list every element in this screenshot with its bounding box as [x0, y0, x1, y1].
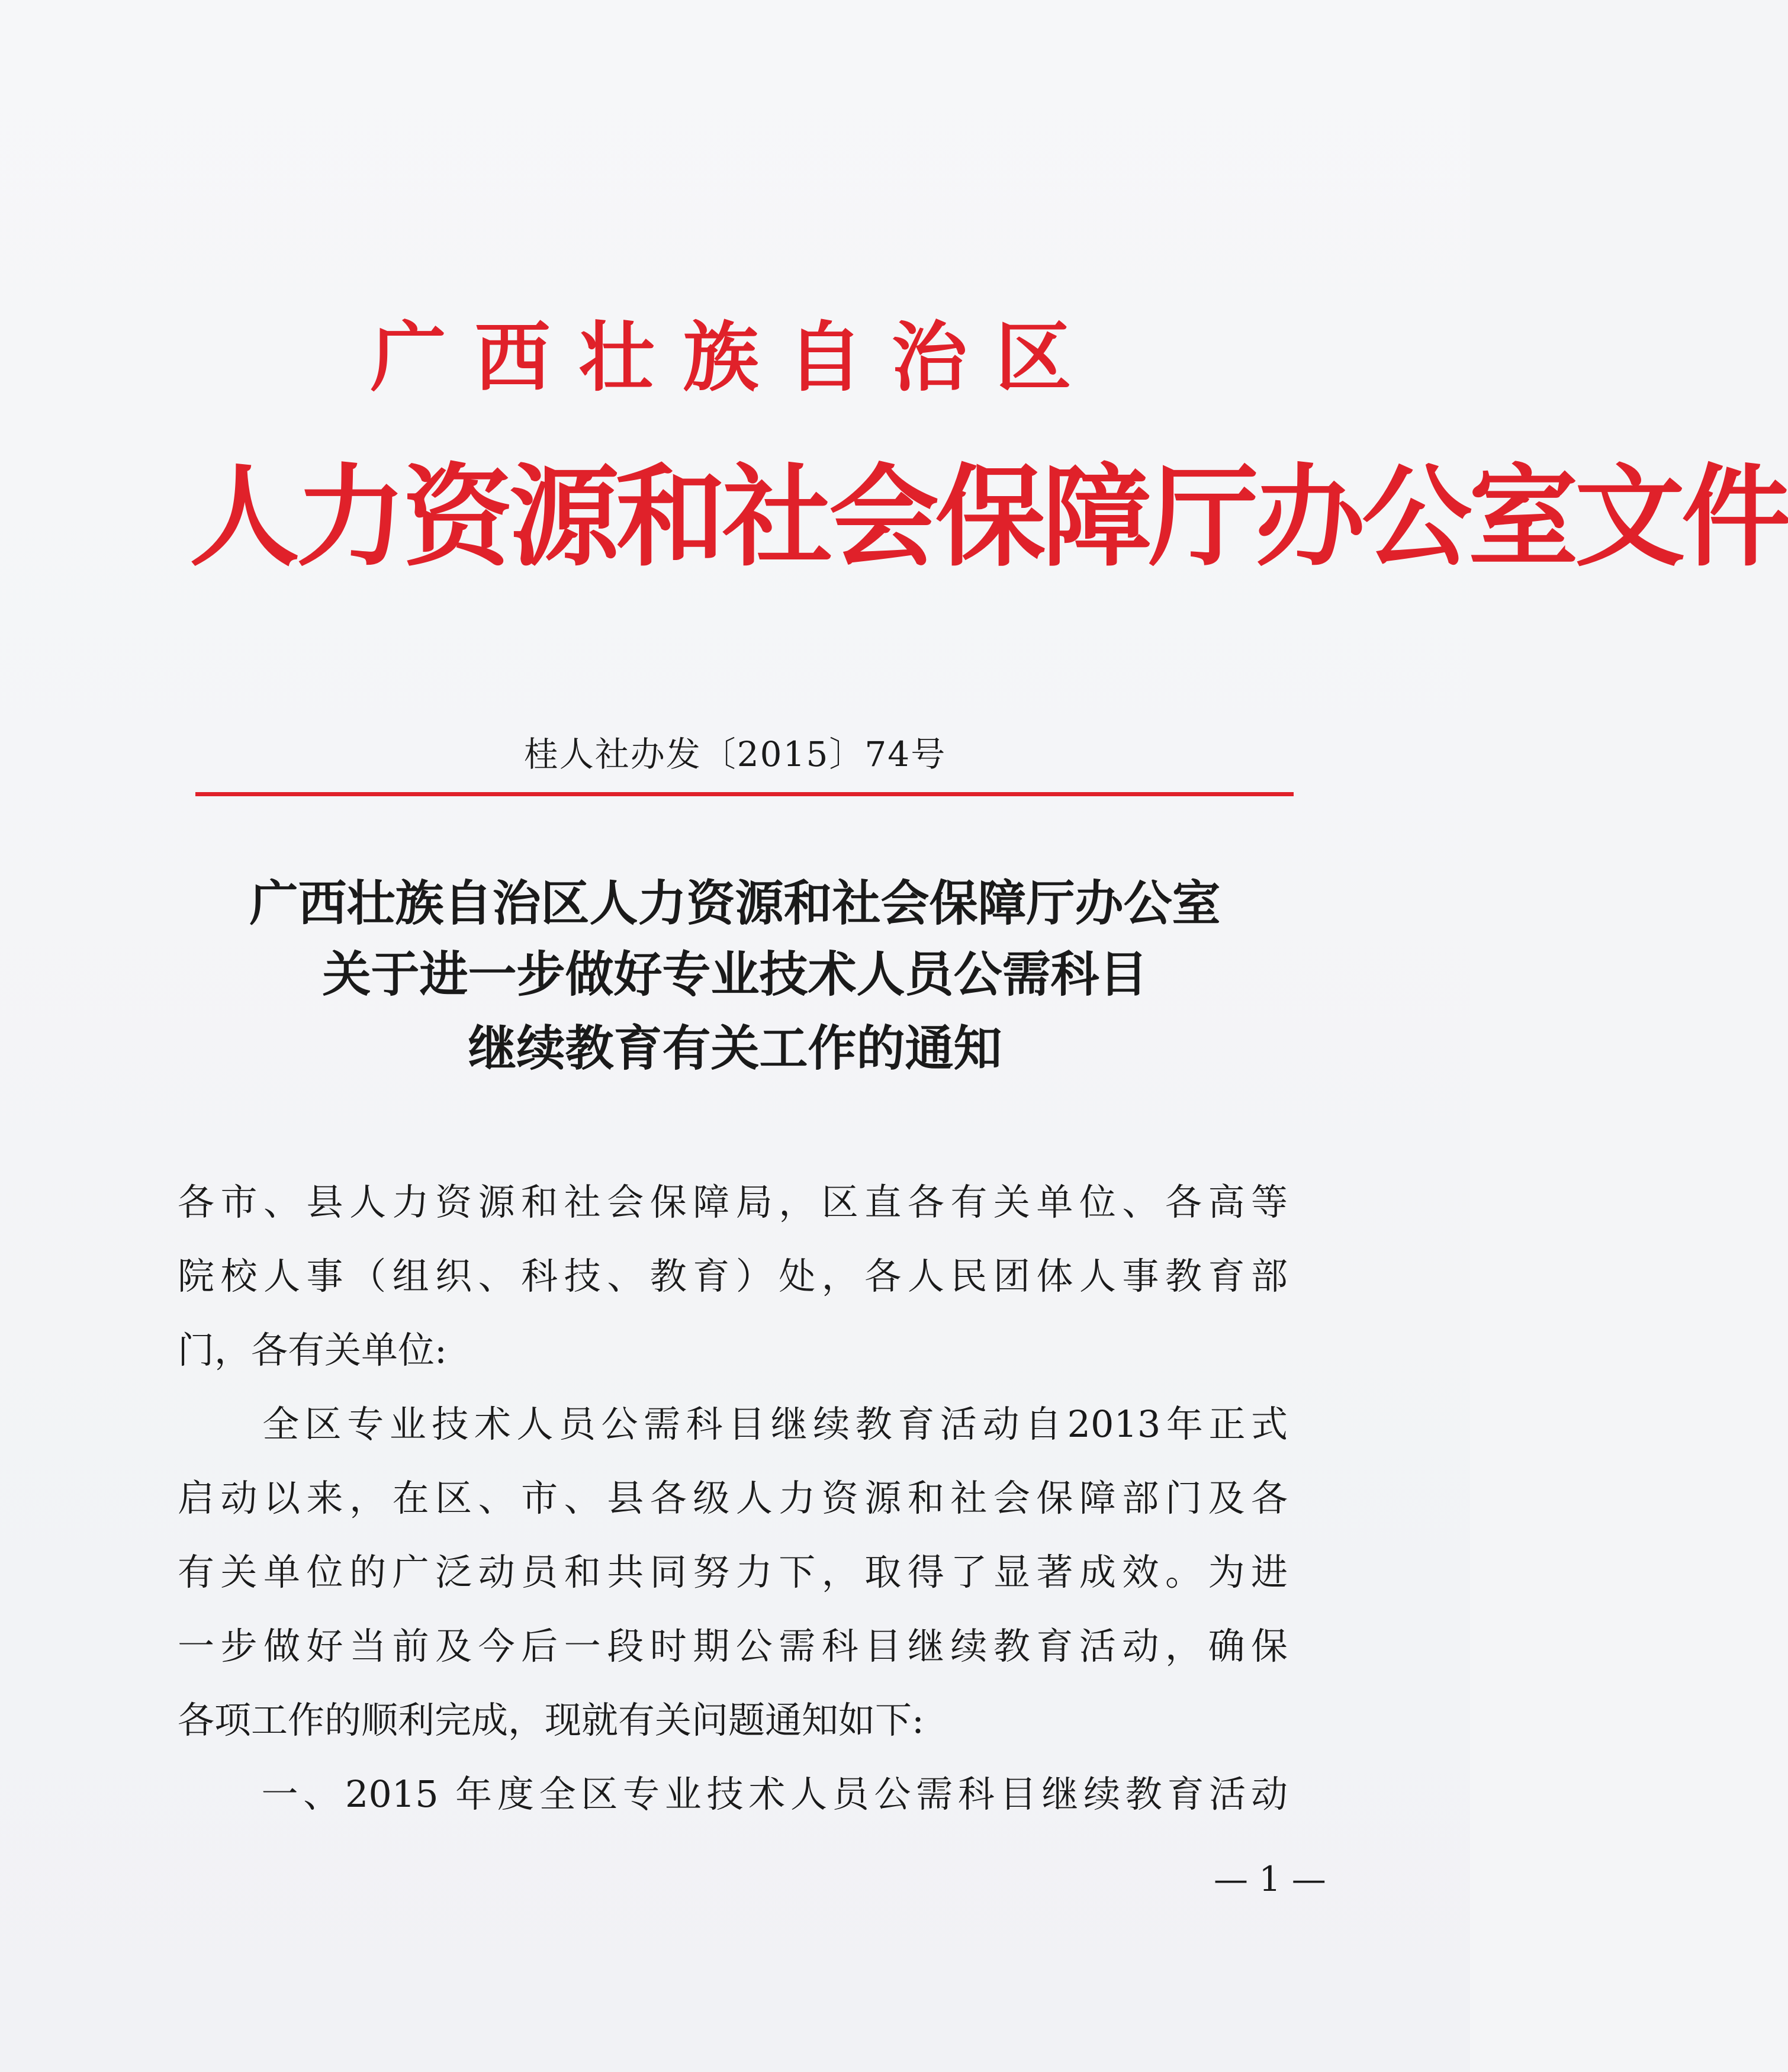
red-divider-line [195, 792, 1294, 796]
body-line: 有关单位的广泛动员和共同努力下，取得了显著成效。为进 [178, 1550, 1288, 1594]
document-number: 桂人社办发〔2015〕74号 [523, 734, 947, 774]
title-line-1: 广西壮族自治区人力资源和社会保障厅办公室 [249, 875, 1221, 932]
body-line: 院校人事（组织、科技、教育）处，各人民团体人事教育部 [178, 1254, 1288, 1298]
body-line: 门，各有关单位: [178, 1328, 447, 1372]
body-line: 启动以来，在区、市、县各级人力资源和社会保障部门及各 [178, 1476, 1288, 1520]
body-line: 全区专业技术人员公需科目继续教育活动自2013年正式 [178, 1402, 1288, 1446]
body-line: 一、2015 年度全区专业技术人员公需科目继续教育活动 [178, 1772, 1288, 1816]
issuer-header-line2: 人力资源和社会保障厅办公室文件 [189, 452, 1788, 581]
issuer-header-line1: 广西壮族自治区 [370, 313, 1100, 402]
title-line-2: 关于进一步做好专业技术人员公需科目 [322, 946, 1148, 1003]
title-line-3: 继续教育有关工作的通知 [468, 1020, 1002, 1077]
page-number: — 1 — [1214, 1859, 1326, 1899]
body-line: 各市、县人力资源和社会保障局，区直各有关单位、各高等 [178, 1180, 1288, 1224]
body-line: 各项工作的顺利完成，现就有关问题通知如下: [178, 1698, 924, 1742]
body-line: 一步做好当前及今后一段时期公需科目继续教育活动，确保 [178, 1624, 1288, 1668]
